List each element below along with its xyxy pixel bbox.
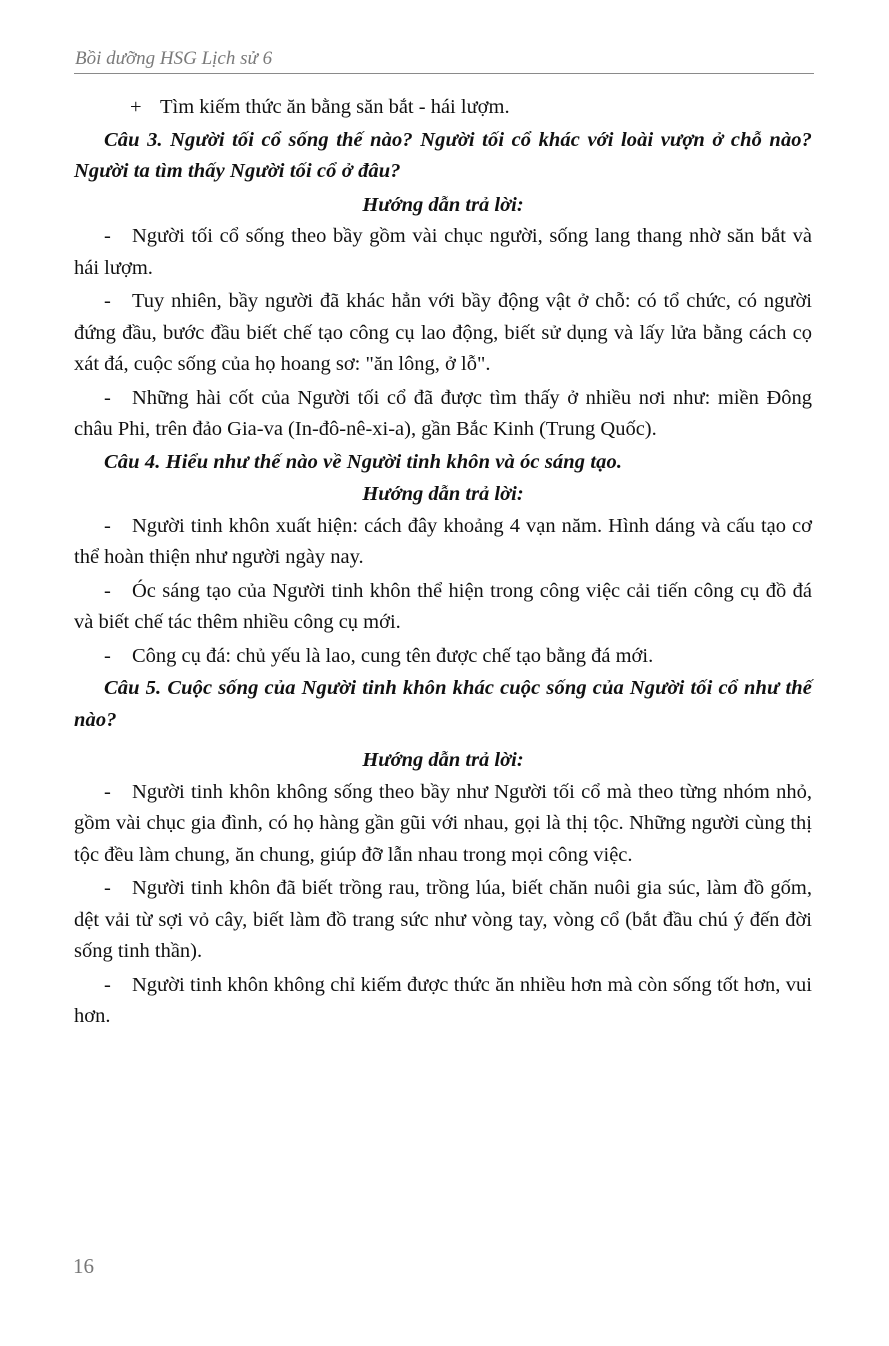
answer-text: Những hài cốt của Người tối cổ đã được tìm thấy ở nhiều nơi như: miền Đông châu Phi, trên đảo Gia-va (In-đô-nê-xi-a), gần Bắc Kinh (Trung Quốc). xyxy=(74,386,812,440)
answer-item xyxy=(74,511,812,574)
answer-item xyxy=(74,221,812,284)
intro-list-item xyxy=(74,92,812,124)
dash-bullet: - xyxy=(104,973,111,996)
page-number: 16 xyxy=(73,1254,94,1278)
answer-text: Người tinh khôn không chỉ kiếm được thức ăn nhiều hơn mà còn sống tốt hơn, vui hơn. xyxy=(74,973,812,1027)
dash-bullet: - xyxy=(104,579,111,602)
plus-bullet: + xyxy=(130,96,142,118)
answer-item xyxy=(74,641,812,673)
answer-item xyxy=(74,383,812,446)
answer-item xyxy=(74,576,812,639)
question-4: Câu 4. Hiểu như thế nào về Người tinh khôn và óc sáng tạo. xyxy=(104,450,623,473)
answer-text: Người tinh khôn xuất hiện: cách đây khoảng 4 vạn năm. Hình dáng và cấu tạo cơ thể hoàn thiện như người ngày nay. xyxy=(74,514,812,568)
answer-guide-heading: Hướng dẫn trả lời: xyxy=(362,749,524,771)
answer-text: Tuy nhiên, bầy người đã khác hẳn với bầy động vật ở chỗ: có tổ chức, có người đứng đầu, bước đầu biết chế tạo công cụ lao động, biết sử dụng và lấy lửa bằng cách cọ xát đá, cuộc sống của họ hoang sơ: "ăn lông, ở lỗ". xyxy=(74,290,812,375)
answer-item xyxy=(74,286,812,381)
answer-guide-heading: Hướng dẫn trả lời: xyxy=(362,483,524,505)
dash-bullet: - xyxy=(104,780,111,803)
dash-bullet: - xyxy=(104,290,111,312)
answer-text: Óc sáng tạo của Người tinh khôn thể hiện trong công việc cải tiến công cụ đồ đá và biết chế tác thêm nhiều công cụ mới. xyxy=(74,579,812,633)
running-header-title: Bồi dưỡng HSG Lịch sử 6 xyxy=(75,48,273,69)
answer-text: Công cụ đá: chủ yếu là lao, cung tên được chế tạo bằng đá mới. xyxy=(132,644,654,667)
header-rule xyxy=(74,73,814,74)
intro-item-text: Tìm kiếm thức ăn bằng săn bắt - hái lượm. xyxy=(160,96,510,118)
answer-text: Người tinh khôn không sống theo bầy như Người tối cổ mà theo từng nhóm nhỏ, gồm vài chục gia đình, có họ hàng gần gũi với nhau, gọi là thị tộc. Những người cùng thị tộc đều làm chung, ăn chung, giúp đỡ lẫn nhau trong mọi công việc. xyxy=(74,780,812,866)
answer-text: Người tinh khôn đã biết trồng rau, trồng lúa, biết chăn nuôi gia súc, làm đồ gốm, dệt vải từ sợi vỏ cây, biết làm đồ trang sức như vòng tay, vòng cổ (bắt đầu chú ý đến đời sống tinh thần). xyxy=(74,877,812,962)
dash-bullet: - xyxy=(104,225,111,247)
answer-item xyxy=(74,777,812,872)
answer-guide-heading: Hướng dẫn trả lời: xyxy=(362,193,524,216)
page-content xyxy=(74,92,812,1033)
answer-item xyxy=(74,970,812,1033)
dash-bullet: - xyxy=(104,514,111,537)
dash-bullet: - xyxy=(104,877,111,899)
answer-text: Người tối cổ sống theo bầy gồm vài chục người, sống lang thang nhờ săn bắt và hái lượm. xyxy=(74,225,812,279)
question-5: Câu 5. Cuộc sống của Người tinh khôn khác cuộc sống của Người tối cổ như thế nào? xyxy=(74,677,812,731)
question-3: Câu 3. Người tối cổ sống thế nào? Người tối cổ khác với loài vượn ở chỗ nào? Người ta tìm thấy Người tối cổ ở đâu? xyxy=(74,128,812,182)
dash-bullet: - xyxy=(104,386,111,409)
answer-item xyxy=(74,873,812,968)
dash-bullet: - xyxy=(104,644,111,667)
